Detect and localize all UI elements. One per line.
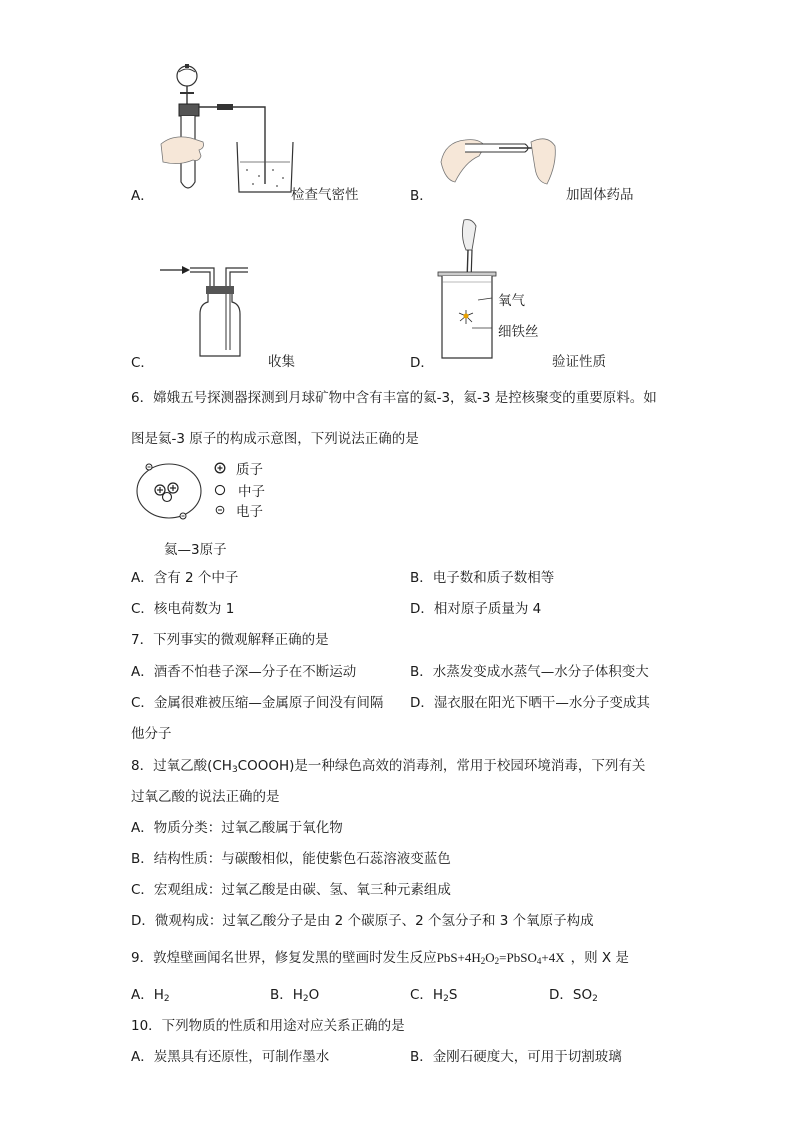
figure-d-label-oxygen: 氧气 [498,293,525,309]
legend-neutron: 中子 [238,484,265,500]
q6-stem-line1: 6．嫦娥五号探测器探测到月球矿物中含有丰富的氦-3，氦-3 是控核聚变的重要原料。如 [131,390,657,406]
q8-option-b: B．结构性质：与碳酸相似，能使紫色石蕊溶液变蓝色 [131,851,451,867]
helium-3-atom-diagram [134,460,204,522]
q7-option-a: A．酒香不怕巷子深—分子在不断运动 [131,664,357,680]
q8-stem-subscript: 3 [231,765,238,775]
q5-option-d-letter: D． [410,355,434,371]
q6-option-a: A．含有 2 个中子 [131,570,239,586]
legend-proton: 质子 [236,462,263,478]
q10-option-b: B．金刚石硬度大，可用于切割玻璃 [410,1049,622,1065]
q8-option-a: A．物质分类：过氧乙酸属于氧化物 [131,820,343,836]
q10-option-a: A．炭黑具有还原性，可制作墨水 [131,1049,330,1065]
q9-stem-pre: 9．敦煌壁画闻名世界，修复发黑的壁画时发生反应 [131,950,437,966]
q5-option-b-letter: B． [410,188,433,204]
formula-part: =PbSO [499,950,537,965]
q10-stem: 10．下列物质的性质和用途对应关系正确的是 [131,1018,405,1034]
q5-option-c-letter: C． [131,355,154,371]
option-text: C．H [410,987,444,1003]
option-sub: 2 [163,994,170,1004]
q5-option-a-letter: A． [131,188,154,204]
q9-option-a [131,983,170,1004]
option-sub: 2 [592,994,598,1004]
q7-option-d-continued: 他分子 [131,726,172,742]
atom-caption: 氦—3原子 [164,542,227,558]
figure-b-add-solid-reagent [435,122,560,192]
formula-part: O [485,950,495,965]
legend-electron: 电子 [236,504,263,520]
option-text: A．H [131,987,164,1003]
proton-legend-icon [214,462,226,474]
option-text: B．H [270,987,303,1003]
electron-legend-icon [215,505,225,515]
formula-sub: 4 [536,956,542,966]
q8-stem-line2: 过氧乙酸的说法正确的是 [131,789,280,805]
neutron-legend-icon [214,484,226,496]
formula-sub: 2 [480,956,486,966]
q5-option-c-caption: 收集 [268,354,295,370]
q9-option-b [270,983,319,1004]
q7-option-d: D．湿衣服在阳光下晒干—水分子变成其 [410,695,650,711]
figure-d-iron-wire-in-oxygen [432,216,502,360]
q6-option-c: C．核电荷数为 1 [131,601,235,617]
q6-stem-line2: 图是氦-3 原子的构成示意图，下列说法正确的是 [131,431,419,447]
q8-stem-line1 [131,754,645,775]
formula-sub: 2 [494,956,500,966]
q7-option-b: B．水蒸发变成水蒸气—水分子体积变大 [410,664,649,680]
figure-a-airtightness-check [155,62,295,197]
q9-option-c [410,983,457,1004]
q8-option-c: C．宏观组成：过氧乙酸是由碳、氢、氧三种元素组成 [131,882,451,898]
q5-option-b-caption: 加固体药品 [566,187,634,203]
q7-option-c: C．金属很难被压缩—金属原子间没有间隔 [131,695,384,711]
q9-stem [131,946,629,966]
option-sub: 2 [443,994,449,1004]
figure-d-label-iron-wire: 细铁丝 [498,324,539,340]
option-text: O [308,987,320,1003]
q5-option-d-caption: 验证性质 [552,354,606,370]
option-sub: 2 [302,994,309,1004]
q9-option-d [549,983,598,1004]
q8-stem-post: COOOH)是一种绿色高效的消毒剂，常用于校园环境消毒，下列有关 [237,758,646,774]
q7-stem: 7．下列事实的微观解释正确的是 [131,632,329,648]
q9-stem-post: ，则 X 是 [570,950,629,966]
q6-option-d: D．相对原子质量为 4 [410,601,542,617]
q5-option-a-caption: 检查气密性 [291,187,359,203]
option-text: D．SO [549,987,593,1003]
q8-stem-pre: 8．过氧乙酸(CH [131,758,232,774]
figure-c-gas-collection [160,262,255,358]
formula-part: +4X [541,950,565,965]
formula-part: PbS+4H [436,950,481,965]
q9-reaction-formula [437,950,565,965]
q8-option-d: D．微观构成：过氧乙酸分子是由 2 个碳原子、2 个氢分子和 3 个氧原子构成 [131,913,594,929]
q6-option-b: B．电子数和质子数相等 [410,570,555,586]
option-text: S [448,987,458,1003]
